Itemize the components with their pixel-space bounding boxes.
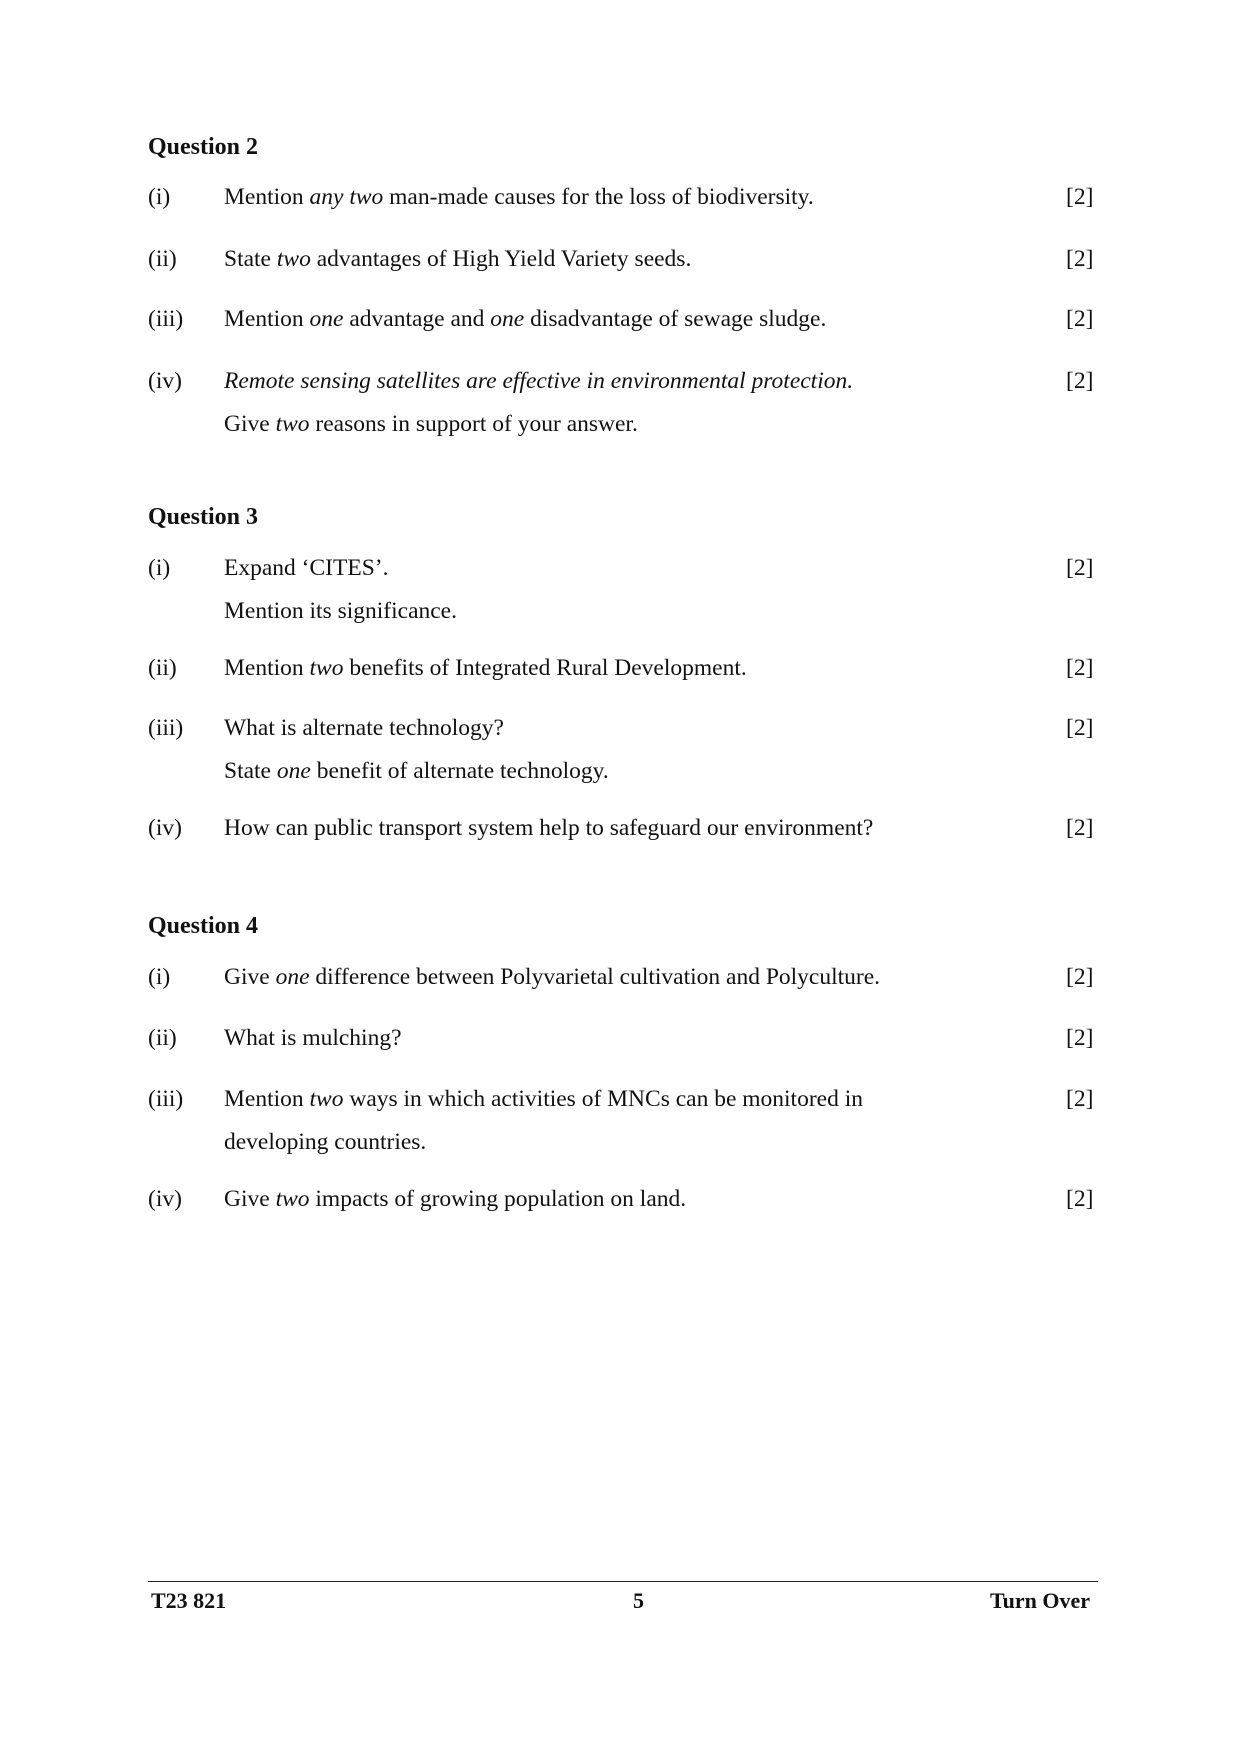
footer-divider: [148, 1581, 1098, 1582]
text-run: disadvantage of sewage sludge.: [524, 306, 827, 332]
emphasis-text: two: [309, 655, 344, 681]
text-run: Give: [224, 1186, 276, 1212]
text-run: reasons in support of your answer.: [309, 411, 638, 437]
text-run: developing countries.: [224, 1129, 427, 1155]
text-run: What is mulching?: [224, 1025, 402, 1051]
item-number: (ii): [148, 1025, 177, 1051]
item-line-1: [224, 1078, 994, 1121]
question-item: [0, 956, 1241, 996]
text-run: Mention its significance.: [224, 598, 457, 624]
text-run: Mention: [224, 1086, 310, 1112]
marks-label: [2]: [1066, 964, 1094, 990]
question-item: [0, 238, 1241, 278]
item-line-2: [224, 403, 994, 446]
paper-code: T23 821: [151, 1588, 227, 1613]
marks-label: [2]: [1066, 306, 1094, 332]
turn-over-label: Turn Over: [990, 1588, 1091, 1613]
text-run: Mention: [224, 306, 310, 332]
text-run: Mention: [224, 184, 310, 210]
item-line-1: [224, 360, 994, 403]
marks-label: [2]: [1066, 246, 1094, 272]
marks-label: [2]: [1066, 1086, 1094, 1112]
question-item: [0, 547, 1241, 624]
emphasis-text: one: [309, 306, 344, 332]
emphasis-text: one: [275, 964, 310, 990]
text-run: advantage and: [343, 306, 491, 332]
item-line-2: [224, 590, 994, 633]
item-line-1: [224, 647, 994, 690]
item-line-1: [224, 707, 994, 750]
item-text: [224, 176, 994, 219]
item-line-1: [224, 807, 994, 850]
item-text: [224, 298, 994, 341]
text-run: What is alternate technology?: [224, 715, 504, 741]
question-heading: Question 4: [148, 913, 259, 939]
item-number: (i): [148, 555, 171, 581]
emphasis-text: two: [275, 1186, 310, 1212]
text-run: Expand ‘CITES’.: [224, 555, 389, 581]
item-number: (i): [148, 964, 171, 990]
question-item: [0, 707, 1241, 784]
emphasis-text: one: [490, 306, 525, 332]
text-run: How can public transport system help to safeguard our environment?: [224, 815, 874, 841]
question-item: [0, 176, 1241, 216]
text-run: advantages of High Yield Variety seeds.: [310, 246, 692, 272]
item-line-1: [224, 547, 994, 590]
item-text: [224, 360, 994, 446]
text-run: Mention: [224, 655, 310, 681]
item-line-1: [224, 238, 994, 281]
item-text: [224, 1017, 994, 1060]
marks-label: [2]: [1066, 368, 1094, 394]
marks-label: [2]: [1066, 1025, 1094, 1051]
item-number: (iv): [148, 815, 182, 841]
text-run: man-made causes for the loss of biodiversity.: [383, 184, 814, 210]
question-heading: Question 3: [148, 504, 259, 530]
item-line-1: [224, 1017, 994, 1060]
text-run: Give: [224, 964, 276, 990]
emphasis-text: two: [309, 1086, 344, 1112]
item-number: (iv): [148, 1186, 182, 1212]
item-number: (i): [148, 184, 171, 210]
text-run: difference between Polyvarietal cultivation and Polyculture.: [309, 964, 881, 990]
marks-label: [2]: [1066, 1186, 1094, 1212]
marks-label: [2]: [1066, 555, 1094, 581]
item-text: [224, 807, 994, 850]
emphasis-text: two: [276, 246, 311, 272]
text-run: benefit of alternate technology.: [310, 758, 609, 784]
text-run: benefits of Integrated Rural Development.: [343, 655, 747, 681]
item-number: (ii): [148, 246, 177, 272]
question-heading: Question 2: [148, 134, 259, 160]
item-number: (ii): [148, 655, 177, 681]
question-item: [0, 1178, 1241, 1218]
item-number: (iv): [148, 368, 182, 394]
item-text: [224, 1078, 994, 1164]
text-run: Give: [224, 411, 276, 437]
item-line-2: [224, 750, 994, 793]
item-text: [224, 707, 994, 793]
item-text: [224, 238, 994, 281]
question-item: [0, 360, 1241, 437]
question-item: [0, 1078, 1241, 1155]
item-number: (iii): [148, 715, 184, 741]
item-line-2: [224, 1121, 994, 1164]
item-number: (iii): [148, 306, 184, 332]
marks-label: [2]: [1066, 655, 1094, 681]
question-item: [0, 298, 1241, 338]
item-text: [224, 1178, 994, 1221]
item-text: [224, 956, 994, 999]
emphasis-text: one: [276, 758, 311, 784]
item-number: (iii): [148, 1086, 184, 1112]
item-line-1: [224, 298, 994, 341]
text-run: impacts of growing population on land.: [309, 1186, 687, 1212]
marks-label: [2]: [1066, 715, 1094, 741]
item-text: [224, 547, 994, 633]
question-item: [0, 1017, 1241, 1057]
question-item: [0, 647, 1241, 687]
marks-label: [2]: [1066, 815, 1094, 841]
text-run: State: [224, 246, 277, 272]
emphasis-text: any two: [309, 184, 384, 210]
item-line-1: [224, 176, 994, 219]
item-line-1: [224, 956, 994, 999]
item-text: [224, 647, 994, 690]
item-line-1: [224, 1178, 994, 1221]
page-number: 5: [633, 1588, 644, 1613]
question-item: [0, 807, 1241, 847]
emphasis-text: two: [275, 411, 310, 437]
emphasis-text: Remote sensing satellites are effective in environmental protection.: [224, 368, 854, 394]
marks-label: [2]: [1066, 184, 1094, 210]
text-run: State: [224, 758, 277, 784]
text-run: ways in which activities of MNCs can be monitored in: [343, 1086, 863, 1112]
